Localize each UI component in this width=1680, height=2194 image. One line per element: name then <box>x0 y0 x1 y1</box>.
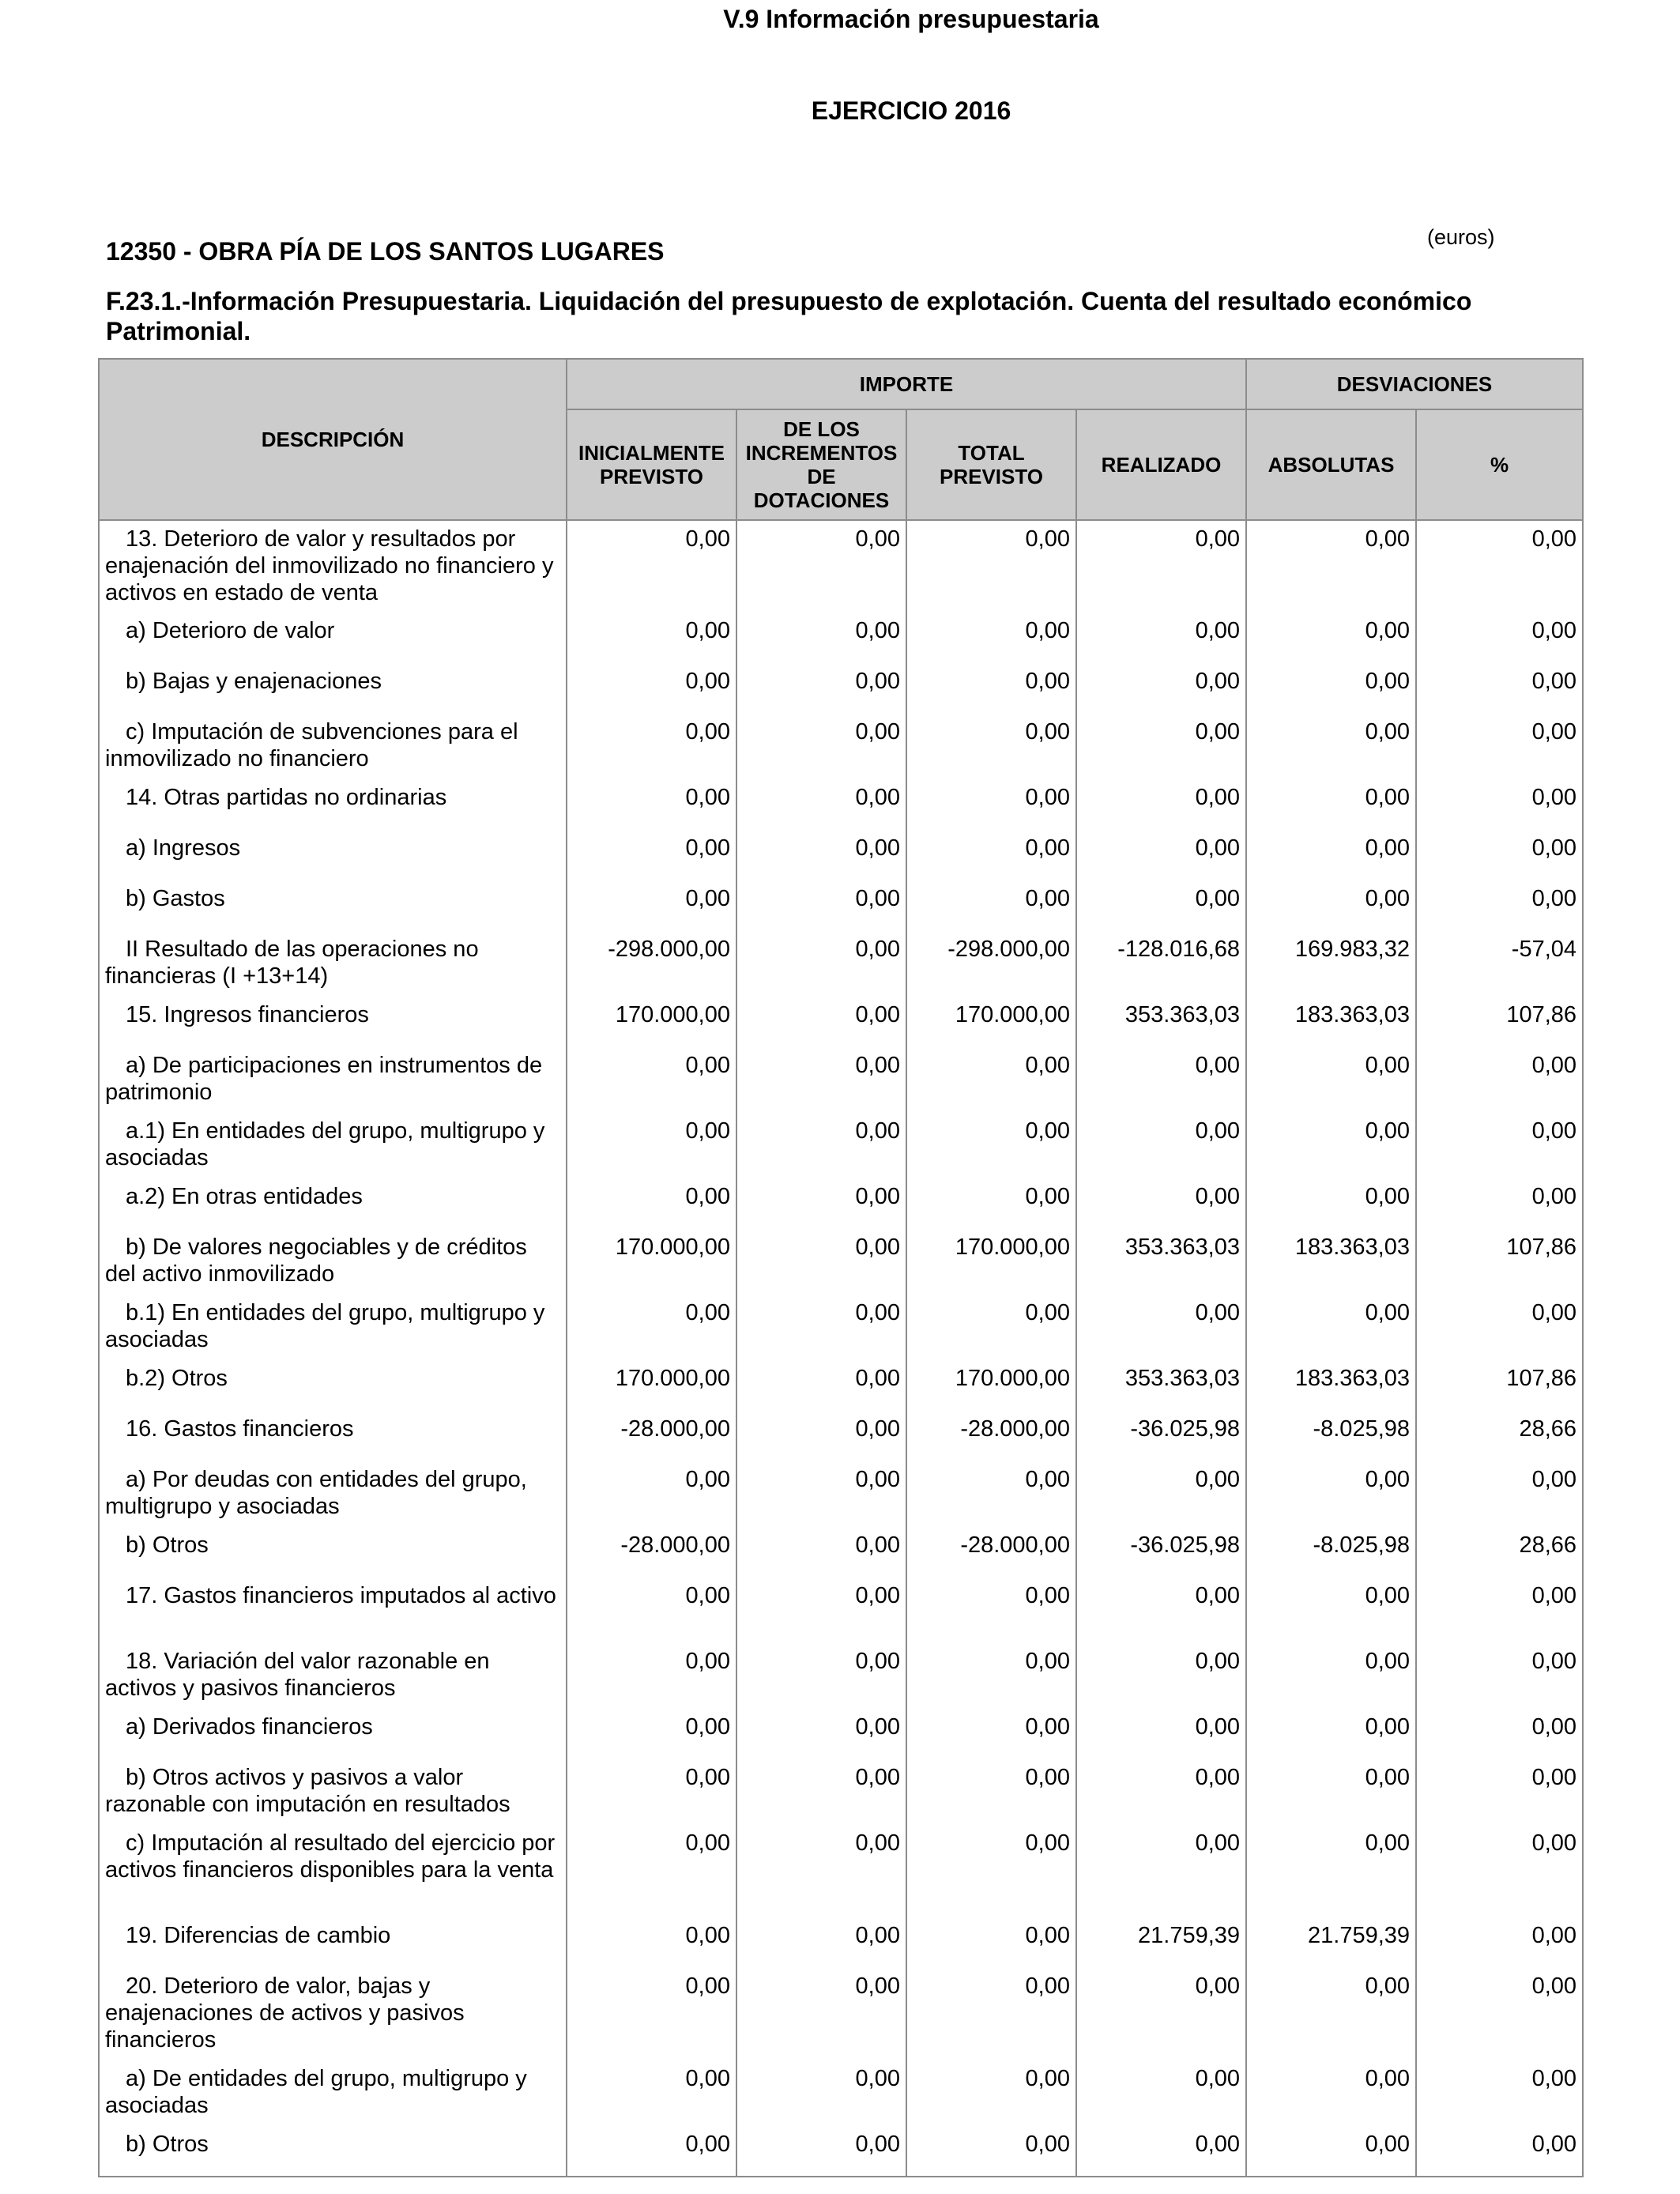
cell-porcentaje: 0,00 <box>1416 613 1583 663</box>
cell-incrementos: 0,00 <box>736 779 906 830</box>
row-description: b.2) Otros <box>99 1360 567 1411</box>
cell-realizado: 0,00 <box>1076 2060 1246 2126</box>
cell-absolutas: 0,00 <box>1246 2060 1416 2126</box>
cell-total-previsto: 0,00 <box>906 2126 1076 2177</box>
cell-inicialmente-previsto: 0,00 <box>567 663 736 714</box>
table-row <box>99 1113 1583 1178</box>
cell-realizado: 0,00 <box>1076 1047 1246 1113</box>
column-header-total-previsto: TOTAL PREVISTO <box>906 409 1076 520</box>
cell-porcentaje: 107,86 <box>1416 1360 1583 1411</box>
cell-inicialmente-previsto: 0,00 <box>567 1047 736 1113</box>
cell-inicialmente-previsto: -28.000,00 <box>567 1411 736 1461</box>
column-header-realizado: REALIZADO <box>1076 409 1246 520</box>
cell-incrementos: 0,00 <box>736 1759 906 1825</box>
cell-absolutas: 0,00 <box>1246 1825 1416 1917</box>
cell-total-previsto: 0,00 <box>906 1295 1076 1360</box>
cell-total-previsto: 0,00 <box>906 779 1076 830</box>
cell-incrementos: 0,00 <box>736 1578 906 1643</box>
table-row <box>99 1295 1583 1360</box>
cell-inicialmente-previsto: 170.000,00 <box>567 997 736 1047</box>
cell-realizado: 353.363,03 <box>1076 997 1246 1047</box>
table-row <box>99 1229 1583 1295</box>
cell-porcentaje: 0,00 <box>1416 1461 1583 1527</box>
cell-absolutas: 0,00 <box>1246 779 1416 830</box>
cell-inicialmente-previsto: 0,00 <box>567 613 736 663</box>
cell-porcentaje: 28,66 <box>1416 1527 1583 1578</box>
cell-porcentaje: 0,00 <box>1416 1113 1583 1178</box>
cell-absolutas: 0,00 <box>1246 520 1416 613</box>
cell-inicialmente-previsto: 0,00 <box>567 520 736 613</box>
cell-inicialmente-previsto: 0,00 <box>567 1461 736 1527</box>
cell-realizado: 0,00 <box>1076 830 1246 880</box>
cell-total-previsto: -28.000,00 <box>906 1527 1076 1578</box>
cell-absolutas: 0,00 <box>1246 1461 1416 1527</box>
cell-absolutas: 0,00 <box>1246 1047 1416 1113</box>
cell-incrementos: 0,00 <box>736 714 906 779</box>
cell-porcentaje: 0,00 <box>1416 714 1583 779</box>
row-description: 19. Diferencias de cambio <box>99 1917 567 1968</box>
cell-porcentaje: 0,00 <box>1416 1578 1583 1643</box>
row-description: b) Otros activos y pasivos a valor razonable con imputación en resultados <box>99 1759 567 1825</box>
table-row <box>99 2126 1583 2177</box>
cell-incrementos: 0,00 <box>736 1825 906 1917</box>
cell-porcentaje: 0,00 <box>1416 1643 1583 1709</box>
row-description: a) Deterioro de valor <box>99 613 567 663</box>
row-description: b) Bajas y enajenaciones <box>99 663 567 714</box>
cell-total-previsto: -298.000,00 <box>906 931 1076 997</box>
cell-incrementos: 0,00 <box>736 1295 906 1360</box>
row-description: b) Gastos <box>99 880 567 931</box>
cell-absolutas: 183.363,03 <box>1246 1360 1416 1411</box>
cell-total-previsto: -28.000,00 <box>906 1411 1076 1461</box>
cell-total-previsto: 0,00 <box>906 830 1076 880</box>
cell-absolutas: 0,00 <box>1246 1295 1416 1360</box>
cell-realizado: 0,00 <box>1076 1461 1246 1527</box>
cell-absolutas: 21.759,39 <box>1246 1917 1416 1968</box>
row-description: 18. Variación del valor razonable en activos y pasivos financieros <box>99 1643 567 1709</box>
cell-incrementos: 0,00 <box>736 1461 906 1527</box>
cell-total-previsto: 0,00 <box>906 1643 1076 1709</box>
cell-absolutas: 0,00 <box>1246 663 1416 714</box>
table-row <box>99 1578 1583 1643</box>
cell-realizado: 0,00 <box>1076 1968 1246 2060</box>
cell-porcentaje: 0,00 <box>1416 1047 1583 1113</box>
cell-incrementos: 0,00 <box>736 520 906 613</box>
cell-realizado: -36.025,98 <box>1076 1527 1246 1578</box>
cell-realizado: 0,00 <box>1076 613 1246 663</box>
cell-incrementos: 0,00 <box>736 931 906 997</box>
cell-absolutas: 0,00 <box>1246 880 1416 931</box>
cell-inicialmente-previsto: 0,00 <box>567 2060 736 2126</box>
row-description: 20. Deterioro de valor, bajas y enajenaciones de activos y pasivos financieros <box>99 1968 567 2060</box>
cell-incrementos: 0,00 <box>736 880 906 931</box>
table-row <box>99 1825 1583 1917</box>
cell-absolutas: 169.983,32 <box>1246 931 1416 997</box>
cell-realizado: 0,00 <box>1076 1295 1246 1360</box>
cell-porcentaje: 0,00 <box>1416 779 1583 830</box>
cell-porcentaje: 0,00 <box>1416 880 1583 931</box>
cell-realizado: 0,00 <box>1076 1578 1246 1643</box>
cell-realizado: -36.025,98 <box>1076 1411 1246 1461</box>
cell-total-previsto: 0,00 <box>906 1917 1076 1968</box>
cell-porcentaje: 0,00 <box>1416 1759 1583 1825</box>
table-group-header-row <box>99 359 1583 409</box>
cell-porcentaje: 0,00 <box>1416 2126 1583 2177</box>
cell-realizado: 0,00 <box>1076 779 1246 830</box>
cell-total-previsto: 0,00 <box>906 1047 1076 1113</box>
cell-total-previsto: 0,00 <box>906 1968 1076 2060</box>
page-title: V.9 Información presupuestaria <box>723 5 1099 33</box>
table-row <box>99 714 1583 779</box>
row-description: a) Por deudas con entidades del grupo, multigrupo y asociadas <box>99 1461 567 1527</box>
row-description: c) Imputación al resultado del ejercicio por activos financieros disponibles para la venta <box>99 1825 567 1917</box>
cell-inicialmente-previsto: 0,00 <box>567 1917 736 1968</box>
row-description: II Resultado de las operaciones no financieras (I +13+14) <box>99 931 567 997</box>
column-header-incrementos: DE LOS INCREMENTOS DE DOTACIONES <box>736 409 906 520</box>
table-row <box>99 1759 1583 1825</box>
group-header-importe: IMPORTE <box>567 359 1246 409</box>
row-description: b) Otros <box>99 2126 567 2177</box>
cell-realizado: 0,00 <box>1076 714 1246 779</box>
cell-incrementos: 0,00 <box>736 613 906 663</box>
cell-porcentaje: 0,00 <box>1416 830 1583 880</box>
row-description: 13. Deterioro de valor y resultados por enajenación del inmovilizado no financiero y activos en estado de venta <box>99 520 567 613</box>
cell-incrementos: 0,00 <box>736 2060 906 2126</box>
cell-incrementos: 0,00 <box>736 1411 906 1461</box>
cell-incrementos: 0,00 <box>736 1178 906 1229</box>
cell-absolutas: 0,00 <box>1246 613 1416 663</box>
table-row <box>99 1527 1583 1578</box>
cell-total-previsto: 0,00 <box>906 2060 1076 2126</box>
cell-absolutas: 0,00 <box>1246 1643 1416 1709</box>
table-row <box>99 613 1583 663</box>
cell-incrementos: 0,00 <box>736 1643 906 1709</box>
entity-title: 12350 - OBRA PÍA DE LOS SANTOS LUGARES <box>106 237 665 266</box>
cell-inicialmente-previsto: 170.000,00 <box>567 1229 736 1295</box>
cell-total-previsto: 170.000,00 <box>906 997 1076 1047</box>
cell-porcentaje: 107,86 <box>1416 1229 1583 1295</box>
table-row <box>99 997 1583 1047</box>
cell-inicialmente-previsto: 0,00 <box>567 1643 736 1709</box>
cell-realizado: 0,00 <box>1076 1759 1246 1825</box>
cell-absolutas: 0,00 <box>1246 1759 1416 1825</box>
table-row <box>99 1917 1583 1968</box>
cell-total-previsto: 0,00 <box>906 613 1076 663</box>
cell-inicialmente-previsto: -298.000,00 <box>567 931 736 997</box>
cell-realizado: 0,00 <box>1076 663 1246 714</box>
cell-incrementos: 0,00 <box>736 1917 906 1968</box>
column-header-absolutas: ABSOLUTAS <box>1246 409 1416 520</box>
row-description: a) Ingresos <box>99 830 567 880</box>
units-label: (euros) <box>1427 225 1495 249</box>
cell-inicialmente-previsto: 0,00 <box>567 2126 736 2177</box>
table-body <box>99 520 1583 2177</box>
cell-realizado: 353.363,03 <box>1076 1229 1246 1295</box>
cell-inicialmente-previsto: 0,00 <box>567 779 736 830</box>
fiscal-year-heading: EJERCICIO 2016 <box>811 96 1011 125</box>
cell-porcentaje: 0,00 <box>1416 1295 1583 1360</box>
row-description: a) Derivados financieros <box>99 1709 567 1759</box>
table-row <box>99 779 1583 830</box>
row-description: 16. Gastos financieros <box>99 1411 567 1461</box>
table-row <box>99 1411 1583 1461</box>
cell-realizado: 0,00 <box>1076 1178 1246 1229</box>
cell-realizado: 0,00 <box>1076 880 1246 931</box>
cell-incrementos: 0,00 <box>736 1968 906 2060</box>
cell-total-previsto: 0,00 <box>906 1578 1076 1643</box>
group-header-desviaciones: DESVIACIONES <box>1246 359 1583 409</box>
table-row <box>99 880 1583 931</box>
cell-total-previsto: 0,00 <box>906 714 1076 779</box>
row-description: a) De entidades del grupo, multigrupo y asociadas <box>99 2060 567 2126</box>
cell-inicialmente-previsto: 0,00 <box>567 1578 736 1643</box>
cell-realizado: 21.759,39 <box>1076 1917 1246 1968</box>
cell-realizado: 0,00 <box>1076 1643 1246 1709</box>
row-description: 14. Otras partidas no ordinarias <box>99 779 567 830</box>
cell-absolutas: -8.025,98 <box>1246 1411 1416 1461</box>
row-description: 15. Ingresos financieros <box>99 997 567 1047</box>
table-row <box>99 520 1583 613</box>
report-title: F.23.1.-Información Presupuestaria. Liquidación del presupuesto de explotación. Cuenta del resultado económico Patrimonial. <box>106 287 1472 345</box>
cell-realizado: 0,00 <box>1076 2126 1246 2177</box>
cell-inicialmente-previsto: -28.000,00 <box>567 1527 736 1578</box>
cell-realizado: 0,00 <box>1076 1113 1246 1178</box>
cell-incrementos: 0,00 <box>736 830 906 880</box>
cell-absolutas: 0,00 <box>1246 1578 1416 1643</box>
cell-incrementos: 0,00 <box>736 1113 906 1178</box>
cell-porcentaje: 0,00 <box>1416 1825 1583 1917</box>
budget-table <box>98 358 1584 2177</box>
cell-total-previsto: 170.000,00 <box>906 1360 1076 1411</box>
cell-incrementos: 0,00 <box>736 663 906 714</box>
cell-porcentaje: 28,66 <box>1416 1411 1583 1461</box>
cell-porcentaje: 0,00 <box>1416 1709 1583 1759</box>
cell-inicialmente-previsto: 0,00 <box>567 1709 736 1759</box>
cell-incrementos: 0,00 <box>736 1709 906 1759</box>
cell-absolutas: 0,00 <box>1246 1178 1416 1229</box>
cell-incrementos: 0,00 <box>736 2126 906 2177</box>
cell-absolutas: 0,00 <box>1246 1113 1416 1178</box>
cell-absolutas: 0,00 <box>1246 714 1416 779</box>
cell-inicialmente-previsto: 0,00 <box>567 880 736 931</box>
column-header-descripcion: DESCRIPCIÓN <box>99 359 567 520</box>
row-description: a.2) En otras entidades <box>99 1178 567 1229</box>
row-description: b.1) En entidades del grupo, multigrupo y asociadas <box>99 1295 567 1360</box>
cell-inicialmente-previsto: 0,00 <box>567 1178 736 1229</box>
table-row <box>99 1709 1583 1759</box>
cell-absolutas: 0,00 <box>1246 1709 1416 1759</box>
cell-total-previsto: 0,00 <box>906 1178 1076 1229</box>
cell-total-previsto: 0,00 <box>906 520 1076 613</box>
cell-inicialmente-previsto: 170.000,00 <box>567 1360 736 1411</box>
cell-total-previsto: 0,00 <box>906 1113 1076 1178</box>
row-description: 17. Gastos financieros imputados al activo <box>99 1578 567 1643</box>
cell-realizado: -128.016,68 <box>1076 931 1246 997</box>
cell-realizado: 0,00 <box>1076 1825 1246 1917</box>
cell-inicialmente-previsto: 0,00 <box>567 1968 736 2060</box>
cell-incrementos: 0,00 <box>736 1360 906 1411</box>
cell-total-previsto: 0,00 <box>906 880 1076 931</box>
cell-porcentaje: 0,00 <box>1416 1968 1583 2060</box>
cell-porcentaje: 0,00 <box>1416 2060 1583 2126</box>
cell-inicialmente-previsto: 0,00 <box>567 830 736 880</box>
cell-absolutas: 0,00 <box>1246 1968 1416 2060</box>
cell-realizado: 0,00 <box>1076 520 1246 613</box>
cell-total-previsto: 0,00 <box>906 1709 1076 1759</box>
table-row <box>99 1360 1583 1411</box>
cell-absolutas: 183.363,03 <box>1246 1229 1416 1295</box>
table-row <box>99 1178 1583 1229</box>
cell-porcentaje: -57,04 <box>1416 931 1583 997</box>
cell-inicialmente-previsto: 0,00 <box>567 1295 736 1360</box>
cell-porcentaje: 0,00 <box>1416 520 1583 613</box>
cell-total-previsto: 0,00 <box>906 1825 1076 1917</box>
row-description: c) Imputación de subvenciones para el inmovilizado no financiero <box>99 714 567 779</box>
table-row <box>99 1047 1583 1113</box>
cell-porcentaje: 0,00 <box>1416 1917 1583 1968</box>
cell-incrementos: 0,00 <box>736 997 906 1047</box>
cell-porcentaje: 107,86 <box>1416 997 1583 1047</box>
cell-incrementos: 0,00 <box>736 1229 906 1295</box>
cell-absolutas: 0,00 <box>1246 830 1416 880</box>
cell-inicialmente-previsto: 0,00 <box>567 1759 736 1825</box>
cell-porcentaje: 0,00 <box>1416 663 1583 714</box>
cell-incrementos: 0,00 <box>736 1047 906 1113</box>
column-header-inicialmente-previsto: INICIALMENTE PREVISTO <box>567 409 736 520</box>
row-description: b) Otros <box>99 1527 567 1578</box>
cell-total-previsto: 0,00 <box>906 1461 1076 1527</box>
cell-total-previsto: 170.000,00 <box>906 1229 1076 1295</box>
row-description: b) De valores negociables y de créditos del activo inmovilizado <box>99 1229 567 1295</box>
row-description: a.1) En entidades del grupo, multigrupo y asociadas <box>99 1113 567 1178</box>
cell-inicialmente-previsto: 0,00 <box>567 1113 736 1178</box>
cell-total-previsto: 0,00 <box>906 1759 1076 1825</box>
cell-realizado: 353.363,03 <box>1076 1360 1246 1411</box>
table-row <box>99 1461 1583 1527</box>
column-header-porcentaje: % <box>1416 409 1583 520</box>
table-row <box>99 931 1583 997</box>
table-row <box>99 1968 1583 2060</box>
table-row <box>99 2060 1583 2126</box>
cell-total-previsto: 0,00 <box>906 663 1076 714</box>
cell-absolutas: 183.363,03 <box>1246 997 1416 1047</box>
cell-absolutas: 0,00 <box>1246 2126 1416 2177</box>
cell-inicialmente-previsto: 0,00 <box>567 1825 736 1917</box>
table-row <box>99 1643 1583 1709</box>
table-row <box>99 663 1583 714</box>
cell-incrementos: 0,00 <box>736 1527 906 1578</box>
cell-porcentaje: 0,00 <box>1416 1178 1583 1229</box>
row-description: a) De participaciones en instrumentos de patrimonio <box>99 1047 567 1113</box>
cell-absolutas: -8.025,98 <box>1246 1527 1416 1578</box>
table-row <box>99 830 1583 880</box>
cell-inicialmente-previsto: 0,00 <box>567 714 736 779</box>
cell-realizado: 0,00 <box>1076 1709 1246 1759</box>
